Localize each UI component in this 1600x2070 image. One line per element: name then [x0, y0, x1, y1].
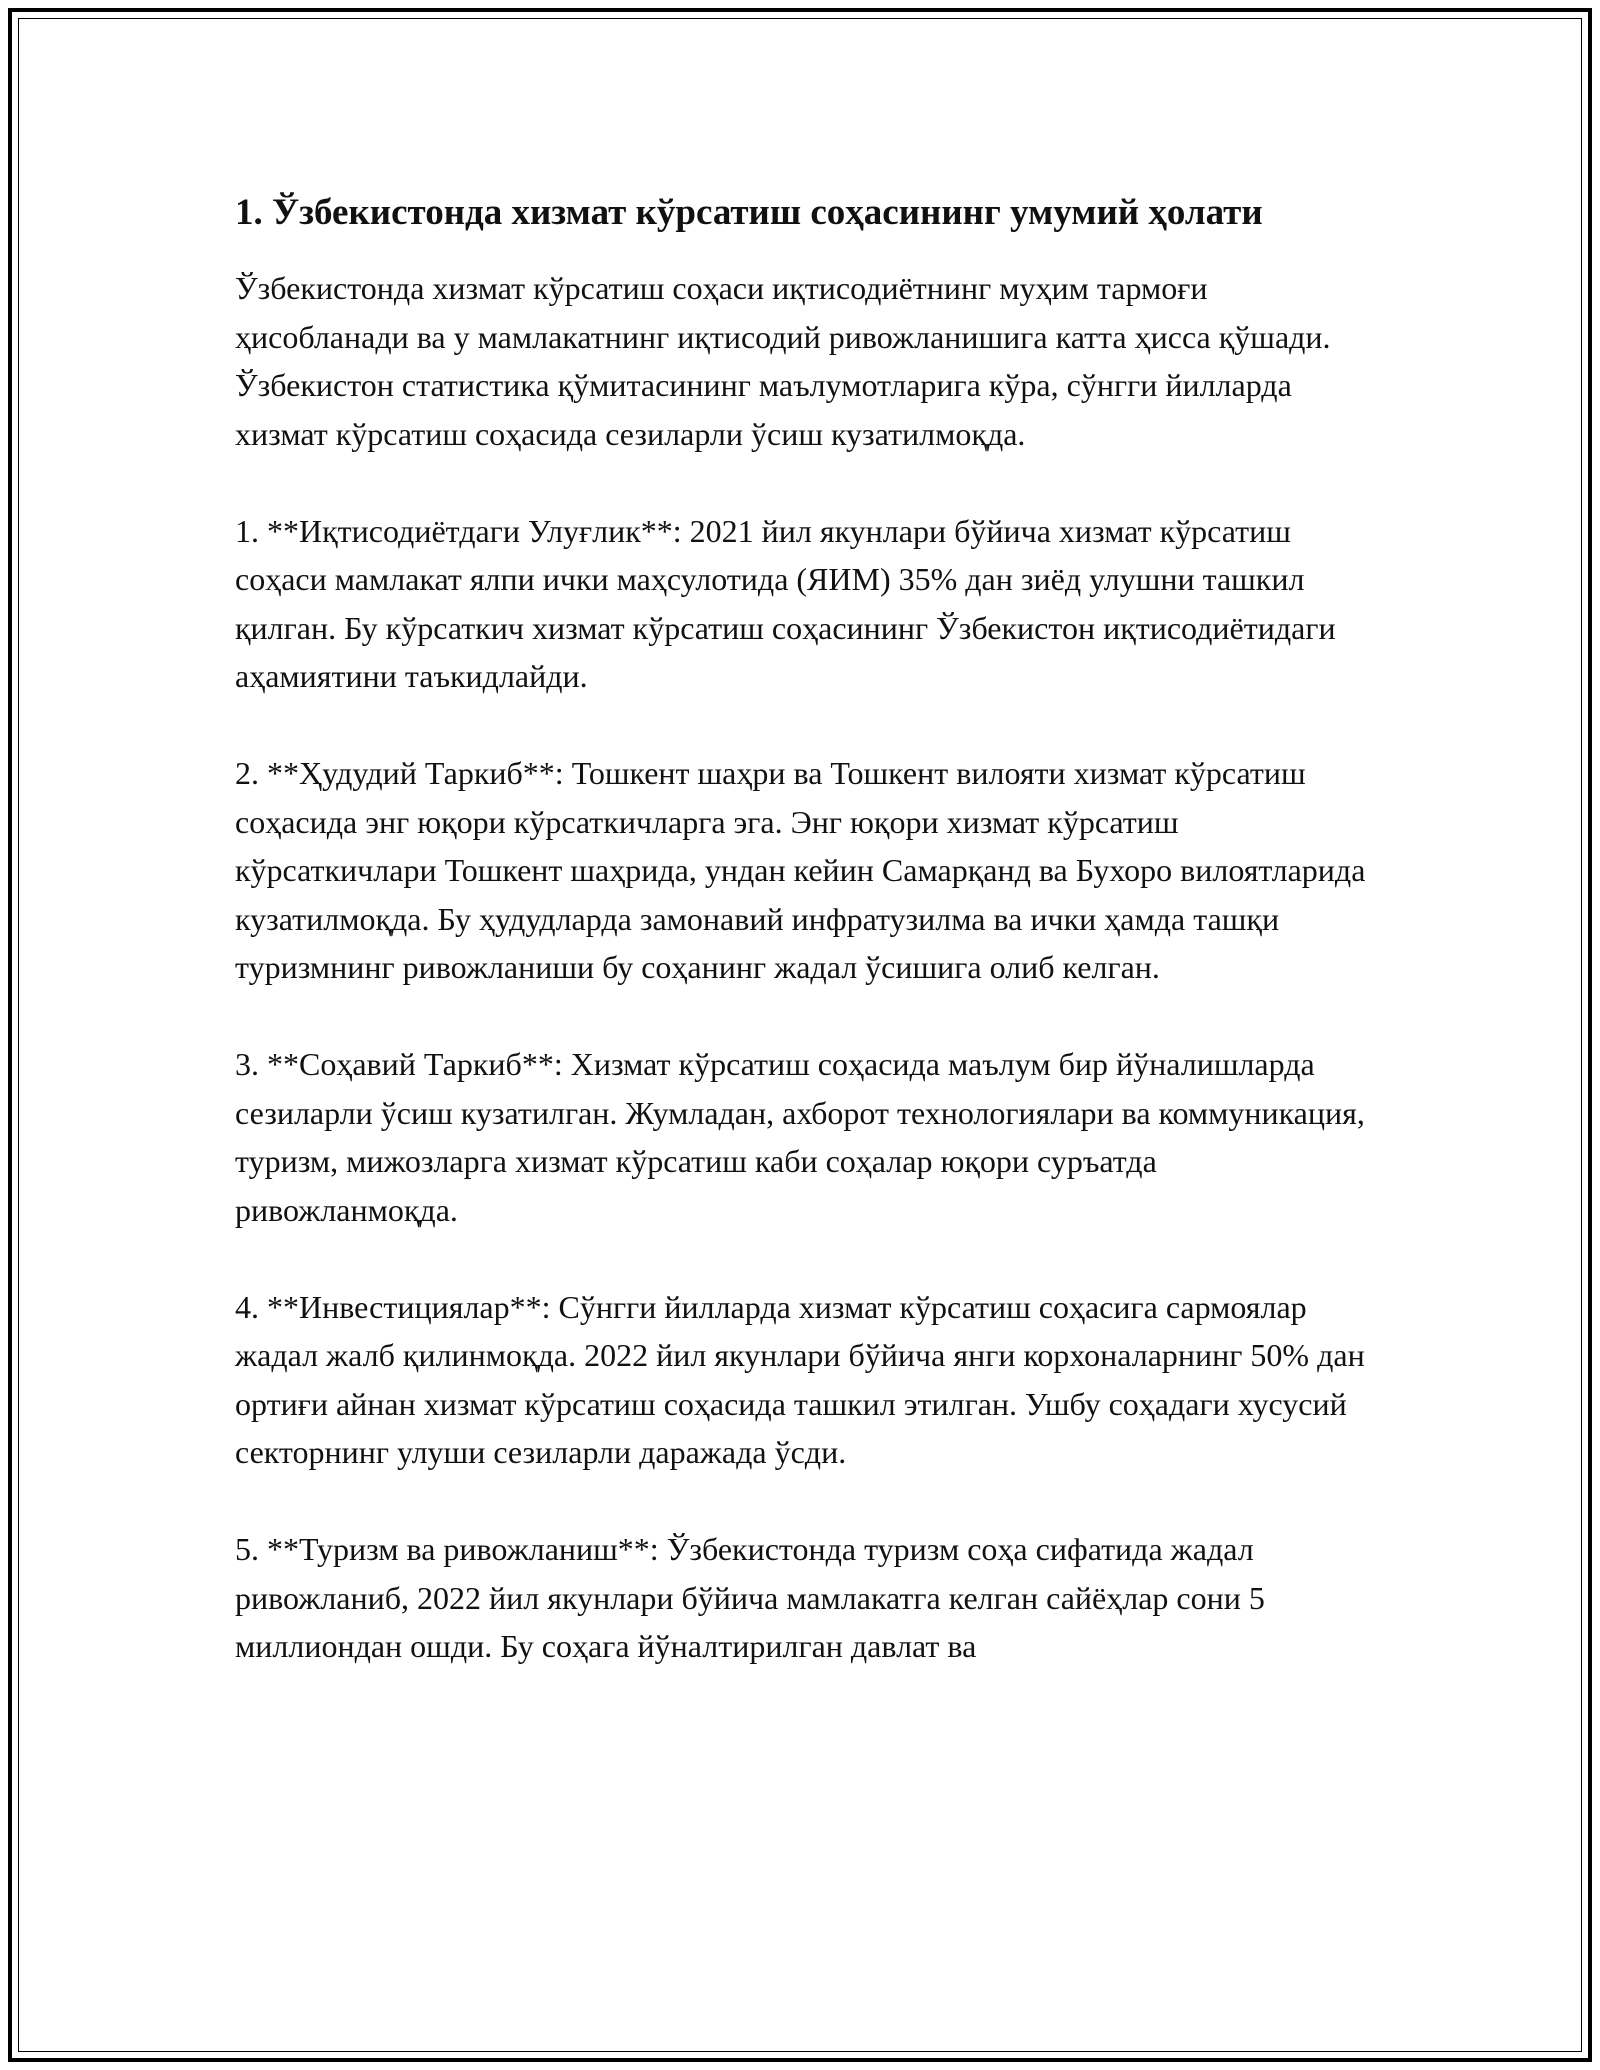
list-item-economy: 1. **Иқтисодиётдаги Улуғлик**: 2021 йил якунлари бўйича хизмат кўрсатиш соҳаси мамлакат ялпи ички маҳсулотида (ЯИМ) 35% дан зиёд улушни ташкил қилган. Бу кўрсаткич хизмат кўрсатиш соҳасининг Ўзбекистон иқтисодиётидаги аҳамиятини таъкидлайди. [235, 512, 1336, 694]
list-item-tourism: 5. **Туризм ва ривожланиш**: Ўзбекистонда туризм соҳа сифатида жадал ривожланиб, 2022 йил якунлари бўйича мамлакатга келган сайёҳлар сони 5 миллиондан ошди. Бу соҳага йўналтирилган давлат ва [235, 1531, 1265, 1664]
list-item-regional: 2. **Ҳудудий Таркиб**: Тошкент шаҳри ва Тошкент вилояти хизмат кўрсатиш соҳасида энг юқори кўрсаткичларга эга. Энг юқори хизмат кўрсатиш кўрсаткичлари Тошкент шаҳрида, ундан кейин Самарқанд ва Бухоро вилоятларида кузатилмоқда. Бу ҳудудларда замонавий инфратузилма ва ички ҳамда ташқи туризмнинг ривожланиши бу соҳанинг жадал ўсишига олиб келган. [235, 755, 1366, 985]
document-body [235, 185, 1370, 1719]
list-item-sectoral: 3. **Соҳавий Таркиб**: Хизмат кўрсатиш соҳасида маълум бир йўналишларда сезиларли ўсиш кузатилган. Жумладан, ахборот технологиялари ва коммуникация, туризм, мижозларга хизмат кўрсатиш каби соҳалар юқори суръатда ривожланмоқда. [235, 1046, 1365, 1228]
list-item-investments: 4. **Инвестициялар**: Сўнгги йилларда хизмат кўрсатиш соҳасига сармоялар жадал жалб қилинмоқда. 2022 йил якунлари бўйича янги корхоналарнинг 50% дан ортиғи айнан хизмат кўрсатиш соҳасида ташкил этилган. Ушбу соҳадаги хусусий секторнинг улуши сезиларли даражада ўсди. [235, 1288, 1365, 1470]
document-title: 1. Ўзбекистонда хизмат кўрсатиш соҳасининг умумий ҳолати [235, 192, 1263, 233]
intro-paragraph: Ўзбекистонда хизмат кўрсатиш соҳаси иқтисодиётнинг муҳим тармоғи ҳисобланади ва у мамлакатнинг иқтисодий ривожланишига катта ҳисса қўшади. Ўзбекистон статистика қўмитасининг маълумотларига кўра, сўнгги йилларда хизмат кўрсатиш соҳасида сезиларли ўсиш кузатилмоқда. [235, 270, 1331, 452]
